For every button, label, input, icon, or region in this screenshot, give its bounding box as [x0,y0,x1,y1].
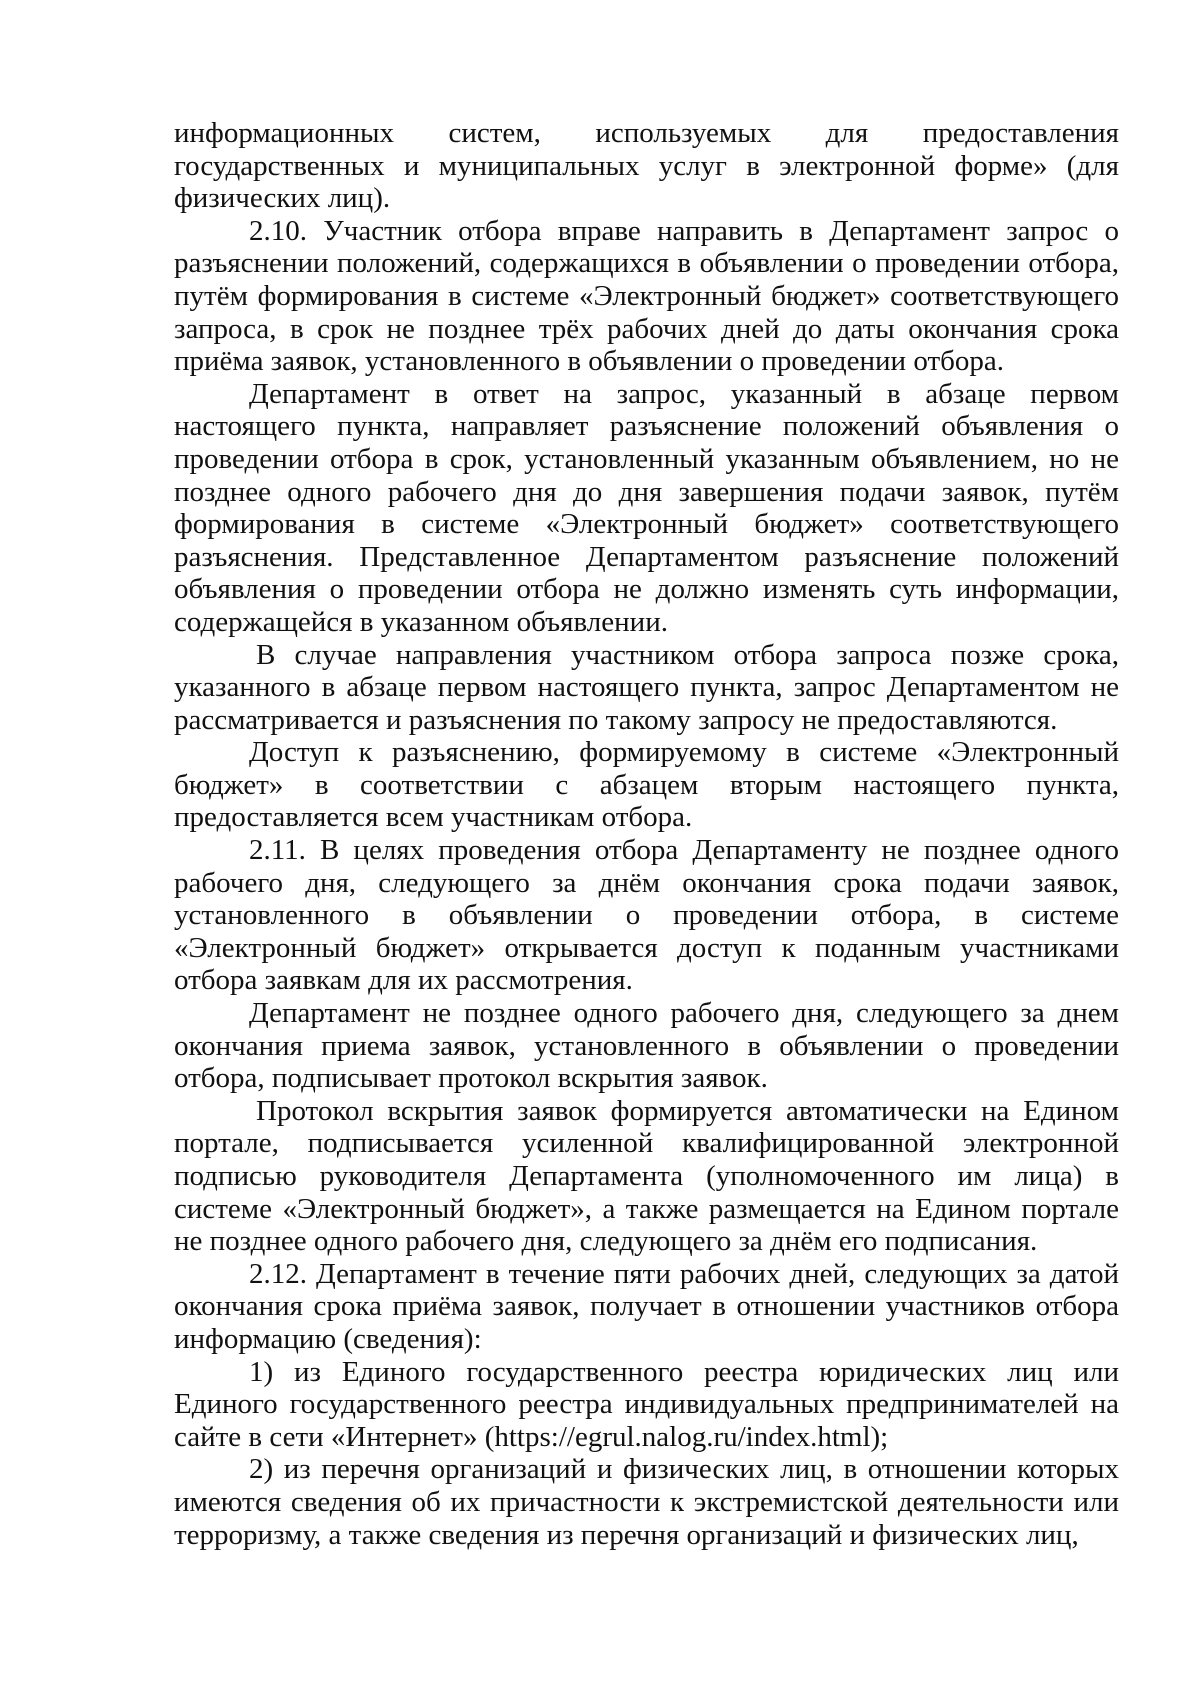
paragraph-access-clarification: Доступ к разъяснению, формируемому в системе «Электронный бюджет» в соответствии с абзацем вторым настоящего пункта, предоставляется всем участникам отбора. [174,736,1119,834]
paragraph-late-request: В случае направления участником отбора запроса позже срока, указанного в абзаце первом настоящего пункта, запрос Департаментом не рассматривается и разъяснения по такому запросу не предоставляются. [174,638,1119,736]
paragraph-opening-protocol-signing: Департамент не позднее одного рабочего дня, следующего за днем окончания приема заявок, установленного в объявлении о проведении отбора, подписывает протокол вскрытия заявок. [174,997,1119,1095]
paragraph-clause-2-11: 2.11. В целях проведения отбора Департаменту не позднее одного рабочего дня, следующего за днём окончания срока подачи заявок, установленного в объявлении о проведении отбора, в системе «Электронный бюджет» открывается доступ к поданным участниками отбора заявкам для их рассмотрения. [174,834,1119,997]
list-item-2: 2) из перечня организаций и физических лиц, в отношении которых имеются сведения об их причастности к экстремистской деятельности или терроризму, а также сведения из перечня организаций и физических лиц, [174,1453,1119,1551]
list-item-1: 1) из Единого государственного реестра юридических лиц или Единого государственного реестра индивидуальных предпринимателей на сайте в сети «Интернет» (https://egrul.nalog.ru/index.html); [174,1355,1119,1453]
paragraph-clause-2-10: 2.10. Участник отбора вправе направить в Департамент запрос о разъяснении положений, содержащихся в объявлении о проведении отбора, путём формирования в системе «Электронный бюджет» соответствующего запроса, в срок не позднее трёх рабочих дней до даты окончания срока приёма заявок, установленного в объявлении о проведении отбора. [174,214,1119,378]
paragraph-continuation: информационных систем, используемых для предоставления государственных и муниципальных услуг в электронной форме» (для физических лиц). [174,117,1119,215]
paragraph-clause-2-12: 2.12. Департамент в течение пяти рабочих дней, следующих за датой окончания срока приёма заявок, получает в отношении участников отбора информацию (сведения): [174,1257,1119,1355]
paragraph-department-response: Департамент в ответ на запрос, указанный в абзаце первом настоящего пункта, направляет разъяснение положений объявления о проведении отбора в срок, установленный указанным объявлением, но не позднее одного рабочего дня до дня завершения подачи заявок, путём формирования в системе «Электронный бюджет» соответствующего разъяснения. Представленное Департаментом разъяснение положений объявления о проведении отбора не должно изменять суть информации, содержащейся в указанном объявлении. [174,377,1119,638]
paragraph-opening-protocol: Протокол вскрытия заявок формируется автоматически на Едином портале, подписывается усиленной квалифицированной электронной подписью руководителя Департамента (уполномоченного им лица) в системе «Электронный бюджет», а также размещается на Едином портале не позднее одного рабочего дня, следующего за днём его подписания. [174,1094,1119,1258]
document-body [174,117,1119,1551]
